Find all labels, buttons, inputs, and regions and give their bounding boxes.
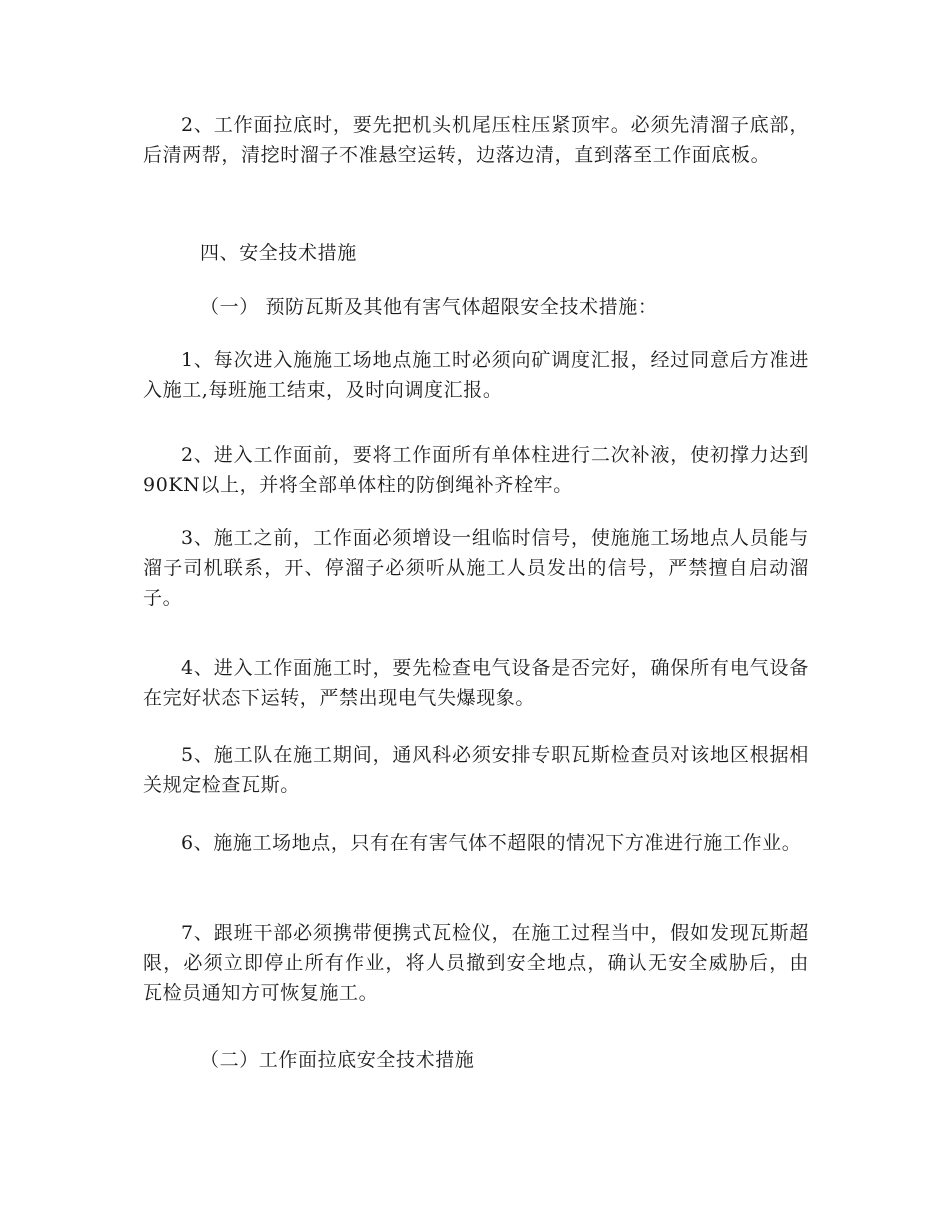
- paragraph-item-5-ventilation: 5、施工队在施工期间，通风科必须安排专职瓦斯检查员对该地区根据相关规定检查瓦斯。: [143, 744, 809, 796]
- paragraph-item-1-report: 1、每次进入施施工场地点施工时必须向矿调度汇报，经过同意后方准进入施工,每班施工结束，及时向调度汇报。: [143, 349, 809, 401]
- paragraph-item-6-gas-limit: 6、施施工场地点，只有在有害气体不超限的情况下方准进行施工作业。: [181, 832, 802, 854]
- subsection-heading-gas-prevention: （一） 预防瓦斯及其他有害气体超限安全技术措施：: [200, 296, 658, 318]
- paragraph-item-3-signal: 3、施工之前，工作面必须增设一组临时信号，使施施工场地点人员能与溜子司机联系，开、停溜子必须听从施工人员发出的信号，严禁擅自启动溜子。: [143, 527, 809, 609]
- paragraph-item-7-detector: 7、跟班干部必须携带便携式瓦检仪，在施工过程当中，假如发现瓦斯超限，必须立即停止所有作业，将人员撤到安全地点，确认无安全威胁后，由瓦检员通知方可恢复施工。: [143, 922, 809, 1004]
- subsection-heading-pulling-bottom: （二）工作面拉底安全技术措施: [200, 1049, 475, 1071]
- paragraph-item-2-refill: 2、进入工作面前，要将工作面所有单体柱进行二次补液，使初撑力达到90KN以上，并将全部单体柱的防倒绳补齐栓牢。: [143, 444, 809, 496]
- section-heading-safety-measures: 四、安全技术措施: [200, 242, 357, 264]
- paragraph-item-4-electrical: 4、进入工作面施工时，要先检查电气设备是否完好，确保所有电气设备在完好状态下运转，严禁出现电气失爆现象。: [143, 657, 809, 709]
- paragraph-item-2-pulling-bottom: 2、工作面拉底时，要先把机头机尾压柱压紧顶牢。必须先清溜子底部，后清两帮，清挖时溜子不准悬空运转，边落边清，直到落至工作面底板。: [143, 114, 809, 166]
